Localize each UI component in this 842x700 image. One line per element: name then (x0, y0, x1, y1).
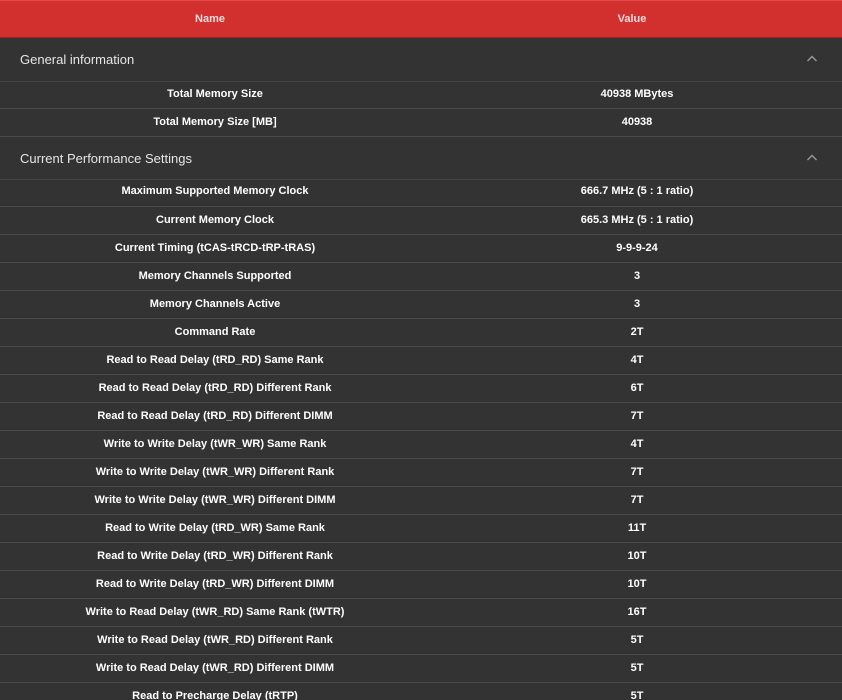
table-row (0, 626, 842, 654)
row-name: Read to Read Delay (tRD_RD) Different Rank (98, 382, 332, 394)
row-name: Write to Write Delay (tWR_WR) Different Rank (95, 466, 335, 478)
table-row (0, 682, 842, 700)
row-name: Write to Read Delay (tWR_RD) Different DIMM (95, 662, 335, 674)
section-title: General information (20, 52, 135, 67)
row-name: Command Rate (174, 326, 256, 338)
row-name: Read to Write Delay (tRD_WR) Different DIMM (95, 578, 335, 590)
row-name: Write to Read Delay (tWR_RD) Same Rank (tWTR) (85, 606, 345, 618)
row-value: 10T (627, 578, 647, 590)
table-row (0, 570, 842, 598)
row-value: 4T (630, 438, 644, 450)
table-row (0, 178, 842, 206)
table-row (0, 486, 842, 514)
section-current-performance-settings[interactable] (0, 136, 842, 180)
row-value: 665.3 MHz (5 : 1 ratio) (580, 214, 694, 226)
table-row (0, 458, 842, 486)
row-value: 7T (630, 494, 644, 506)
row-name: Write to Write Delay (tWR_WR) Same Rank (103, 438, 327, 450)
row-value: 9-9-9-24 (616, 242, 658, 254)
row-name: Memory Channels Supported (138, 270, 292, 282)
row-name: Total Memory Size (167, 88, 263, 100)
table-row (0, 290, 842, 318)
row-value: 2T (630, 326, 644, 338)
row-value: 7T (630, 410, 644, 422)
row-value: 11T (627, 522, 647, 534)
table-header (0, 0, 842, 38)
row-name: Current Timing (tCAS-tRCD-tRP-tRAS) (114, 242, 316, 254)
table-row (0, 374, 842, 402)
section-general-information[interactable] (0, 38, 842, 82)
row-value: 7T (630, 466, 644, 478)
table-row (0, 346, 842, 374)
row-name: Read to Precharge Delay (tRTP) (132, 690, 298, 700)
table-row (0, 262, 842, 290)
row-value: 10T (627, 550, 647, 562)
row-name: Maximum Supported Memory Clock (121, 185, 309, 197)
row-name: Read to Read Delay (tRD_RD) Same Rank (106, 354, 324, 366)
row-name: Memory Channels Active (149, 298, 281, 310)
row-value: 666.7 MHz (5 : 1 ratio) (580, 185, 694, 197)
row-name: Read to Read Delay (tRD_RD) Different DIMM (97, 410, 333, 422)
row-value: 16T (627, 606, 647, 618)
row-value: 6T (630, 382, 644, 394)
row-value: 40938 (621, 116, 653, 128)
row-name: Write to Write Delay (tWR_WR) Different DIMM (94, 494, 336, 506)
table-row (0, 318, 842, 346)
row-value: 5T (630, 634, 644, 646)
table-row (0, 234, 842, 262)
table-row (0, 430, 842, 458)
row-name: Total Memory Size [MB] (153, 116, 277, 128)
table-row (0, 108, 842, 136)
column-header-name[interactable]: Name (195, 13, 225, 25)
row-name: Read to Write Delay (tRD_WR) Same Rank (105, 522, 325, 534)
chevron-up-icon[interactable] (806, 53, 818, 65)
table-row (0, 542, 842, 570)
row-name: Read to Write Delay (tRD_WR) Different Rank (97, 550, 333, 562)
row-value: 3 (633, 298, 641, 310)
row-value: 5T (630, 662, 644, 674)
column-header-value[interactable]: Value (617, 13, 647, 25)
table-row (0, 598, 842, 626)
row-value: 5T (630, 690, 644, 700)
row-name: Current Memory Clock (156, 214, 274, 226)
row-value: 4T (630, 354, 644, 366)
table-row (0, 654, 842, 682)
row-value: 3 (633, 270, 641, 282)
table-row (0, 402, 842, 430)
row-name: Write to Read Delay (tWR_RD) Different Rank (97, 634, 333, 646)
table-row (0, 514, 842, 542)
table-row (0, 206, 842, 234)
row-value: 40938 MBytes (600, 88, 674, 100)
section-title: Current Performance Settings (20, 151, 192, 166)
table-row (0, 81, 842, 109)
chevron-up-icon[interactable] (806, 152, 818, 164)
